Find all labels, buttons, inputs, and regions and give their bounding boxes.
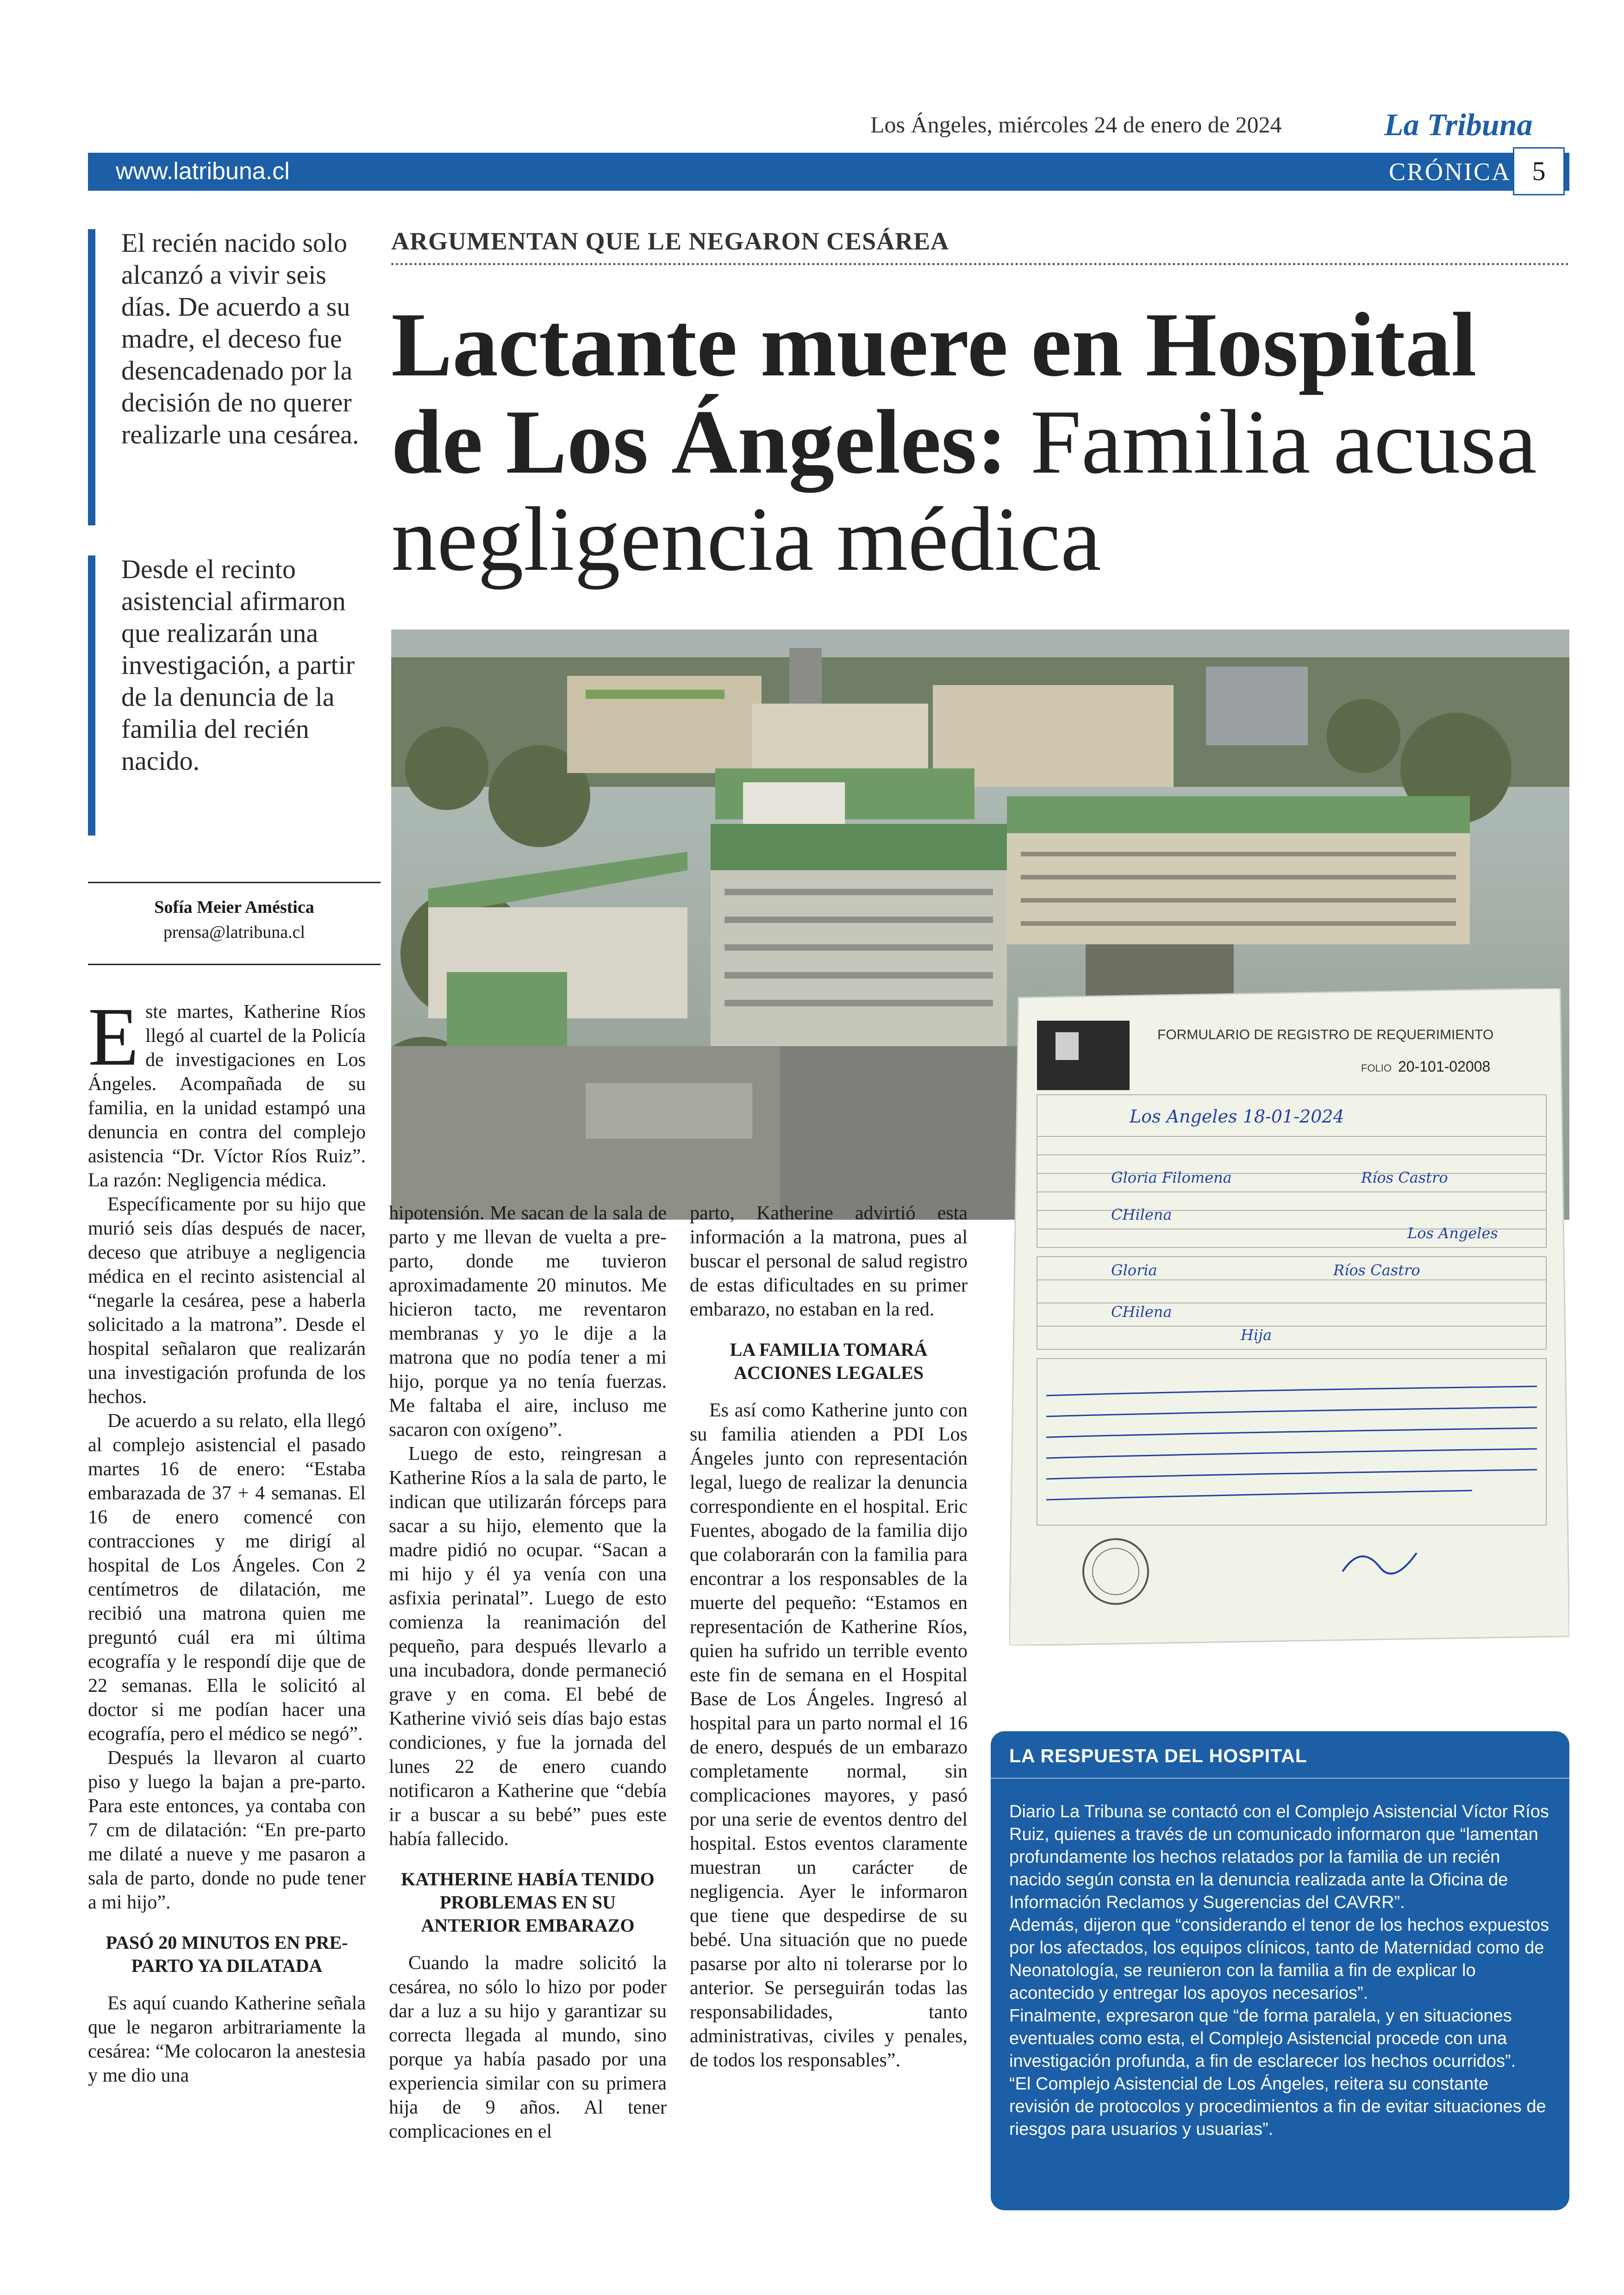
form-nationality: CHilena (1111, 1206, 1172, 1223)
paragraph: parto, Katherine advirtió esta información a la matrona, pues al buscar el personal de salud registro de estas dificultades en su primer embarazo, no estaban en la red. (690, 1203, 968, 1320)
header-bar (88, 153, 1569, 191)
byline-rule (88, 964, 381, 965)
paragraph: Específicamente por su hijo que murió seis días después de nacer, deceso que atribuye a negligencia médica en el recinto asistencial al “negarle la cesárea, pese a haberla solicitado a la matrona”. Desde el hospital señalaron que realizarán una investigación profunda de los hechos. (88, 1194, 366, 1408)
drop-cap: E (88, 991, 139, 1083)
page-number: 5 (1513, 147, 1565, 195)
sidebar-paragraph: Finalmente, expresaron que “de forma paralela, y en situaciones eventuales como esta, el Complejo Asistencial procede con una investigación profunda, a fin de esclarecer los hechos ocurridos”. (1009, 2006, 1516, 2071)
complaint-form-image (1009, 988, 1569, 1646)
headline (391, 296, 1576, 588)
form-applicant-nationality: CHilena (1111, 1303, 1172, 1321)
pull-quote: Desde el recinto asistencial afirmaron que realizarán una investigación, a partir de la denuncia de la familia del recién nacido. (121, 554, 355, 776)
paragraph: Luego de esto, reingresan a Katherine Ríos a la sala de parto, le indican que utilizarán fórceps para sacar a su hijo, elemento que la madre pidió no ocupar. “Sacan a mi hijo y él ya venía con una asfixia perinatal”. Luego de esto comienza la reanimación del pequeño, para después llevarlo a una incubadora, donde permaneció grave y en coma. El bebé de Katherine vivió seis días bajo estas condiciones, y fue la jornada del lunes 22 de enero cuando notificaron a Katherine que “debía ir a buscar a su bebé” pues este había fallecido. (389, 1443, 667, 1850)
byline-email[interactable]: prensa@latribuna.cl (163, 923, 306, 942)
article-column-1 (88, 991, 366, 2088)
paragraph: De acuerdo a su relato, ella llegó al complejo asistencial el pasado martes 16 de enero: “Estaba embarazada de 37 + 4 semanas. El 16 de enero comencé con contracciones y me dirigí al hospital de Los Ángeles. Con 2 centímetros de dilatación, me recibió una matrona quien me preguntó cuál era mi última ecografía y le respondí dije que de 22 semanas. Ella le solicitó al doctor si me podían hacer una ecografía, pero el médico se negó”. (88, 1410, 366, 1745)
paragraph: Es así como Katherine junto con su familia atienden a PDI Los Ángeles junto con representación legal, luego de realizar la denuncia correspondiente en el hospital. Eric Fuentes, abogado de la familia dijo que colaborarán con la familia para encontrar a los responsables de la muerte del pequeño: “Estamos en representación de Katherine Ríos, quien ha sufrido un terrible evento este fin de semana en el Hospital Base de Los Ángeles. Ingresó al hospital para un parto normal el 16 de enero, después de un embarazo completamente normal, sin complicaciones mayores, y pasó por una serie de eventos dentro del hospital. Estos eventos claramente muestran un carácter de negligencia. Ayer le informaron que tiene que despedirse de su bebé. Una situación que no puede pasarse por alto ni tolerarse por lo anterior. Se perseguirán todas las responsabilidades, tanto administrativas, civiles y penales, de todos los responsables”. (690, 1400, 968, 2071)
headline-bold: Lactante muere en Hospital de Los Ángeles: (391, 294, 1477, 493)
paragraph: ste martes, Katherine Ríos llegó al cuartel de la Policía de investigaciones en Los Ángeles. Acompañada de su familia, en la unidad estampó una denuncia en contra del complejo asistencia “Dr. Víctor Ríos Ruiz”. La razón: Negligencia médica. (88, 1001, 366, 1191)
pull-quote: El recién nacido solo alcanzó a vivir seis días. De acuerdo a su madre, el deceso fue desencadenado por la decisión de no querer realizarle una cesárea. (121, 228, 359, 449)
form-city-date: Los Angeles 18-01-2024 (1130, 1106, 1344, 1127)
form-surname: Ríos Castro (1361, 1169, 1448, 1186)
pull-quote-bar (88, 555, 95, 836)
byline-author: Sofía Meier Améstica (154, 898, 314, 917)
paragraph: Cuando la madre solicitó la cesárea, no sólo lo hizo por poder dar a luz a su hijo y garantizar su correcta llegada al mundo, sino porque ya había pasado por una experiencia similar con su primera hija de 9 años. Al tener complicaciones en el (389, 1952, 667, 2142)
form-folio: 20-101-02008 (1398, 1058, 1491, 1075)
pull-quote-bar (88, 229, 95, 525)
form-applicant-name: Gloria (1111, 1261, 1157, 1279)
form-applicant-surname: Ríos Castro (1333, 1261, 1420, 1279)
article-column-2 (389, 1201, 667, 2144)
article-column-3 (690, 1201, 968, 2072)
sidebar-paragraph: Además, dijeron que “considerando el tenor de los hechos expuestos por los afectados, los equipos clínicos, tanto de Maternidad como de Neonatología, se reunieron con la familia a fin de explicar lo acontecido y entregar los apoyos necesarios”. (1009, 1915, 1549, 2003)
dateline: Los Ángeles, miércoles 24 de enero de 2024 (870, 112, 1282, 137)
section-label: CRÓNICA (1389, 158, 1512, 186)
byline-rule (88, 882, 381, 883)
hospital-response-box (991, 1731, 1569, 2210)
form-commune: Los Angeles (1407, 1224, 1498, 1242)
sidebar-paragraph: “El Complejo Asistencial de Los Ángeles, reitera su constante revisión de protocolos y procedimientos a fin de evitar situaciones de riesgos para usuarios y usuarias”. (1009, 2074, 1546, 2139)
form-title: FORMULARIO DE REGISTRO DE REQUERIMIENTO (1157, 1027, 1494, 1042)
sidebar-paragraph: Diario La Tribuna se contactó con el Complejo Asistencial Víctor Ríos Ruiz, quienes a través de un comunicado informaron que “lamentan profundamente los hechos relatados por la familia de un recién nacido según consta en la denuncia realizada ante la Oficina de Información Reclamos y Sugerencias del CAVRR”. (1009, 1802, 1549, 1912)
sidebar-title: LA RESPUESTA DEL HOSPITAL (1009, 1745, 1307, 1766)
paragraph: hipotensión. Me sacan de la sala de parto y me llevan de vuelta a pre-parto, donde me tuvieron aproximadamente 20 minutos. Me hicieron tacto, me reventaron membranas y yo le dije a la matrona que no podía tener a mi hijo, porque ya no tenía fuerzas. Me faltaba el aire, incluso me sacaron con oxígeno”. (389, 1203, 667, 1441)
sidebar-text (1009, 1801, 1551, 2141)
subheading: PASÓ 20 MINUTOS EN PRE-PARTO YA DILATADA (106, 1932, 348, 1976)
subheading: KATHERINE HABÍA TENIDO PROBLEMAS EN SU ANTERIOR EMBARAZO (401, 1869, 655, 1936)
masthead-logo: La Tribuna (1384, 107, 1533, 142)
form-relation: Hija (1241, 1326, 1272, 1344)
paragraph: Es aquí cuando Katherine señala que le negaron arbitrariamente la cesárea: “Me colocaron la anestesia y me dio una (88, 1993, 366, 2086)
kicker: ARGUMENTAN QUE LE NEGARON CESÁREA (391, 227, 949, 255)
paragraph: Después la llevaron al cuarto piso y luego la bajan a pre-parto. Para este entonces, ya contaba con 7 cm de dilatación: “En pre-parto me dilaté a nueve y me pasaron a sala de parto, donde no pude tener a mi hijo”. (88, 1747, 366, 1913)
sidebar-divider (991, 1777, 1569, 1779)
subheading: LA FAMILIA TOMARÁ ACCIONES LEGALES (730, 1339, 928, 1383)
form-name: Gloria Filomena (1111, 1169, 1232, 1186)
dotted-divider (391, 263, 1569, 265)
headline-regular: Familia acusa negligencia médica (391, 391, 1537, 590)
form-folio-label: FOLIO (1361, 1062, 1392, 1074)
site-url[interactable]: www.latribuna.cl (116, 158, 290, 185)
